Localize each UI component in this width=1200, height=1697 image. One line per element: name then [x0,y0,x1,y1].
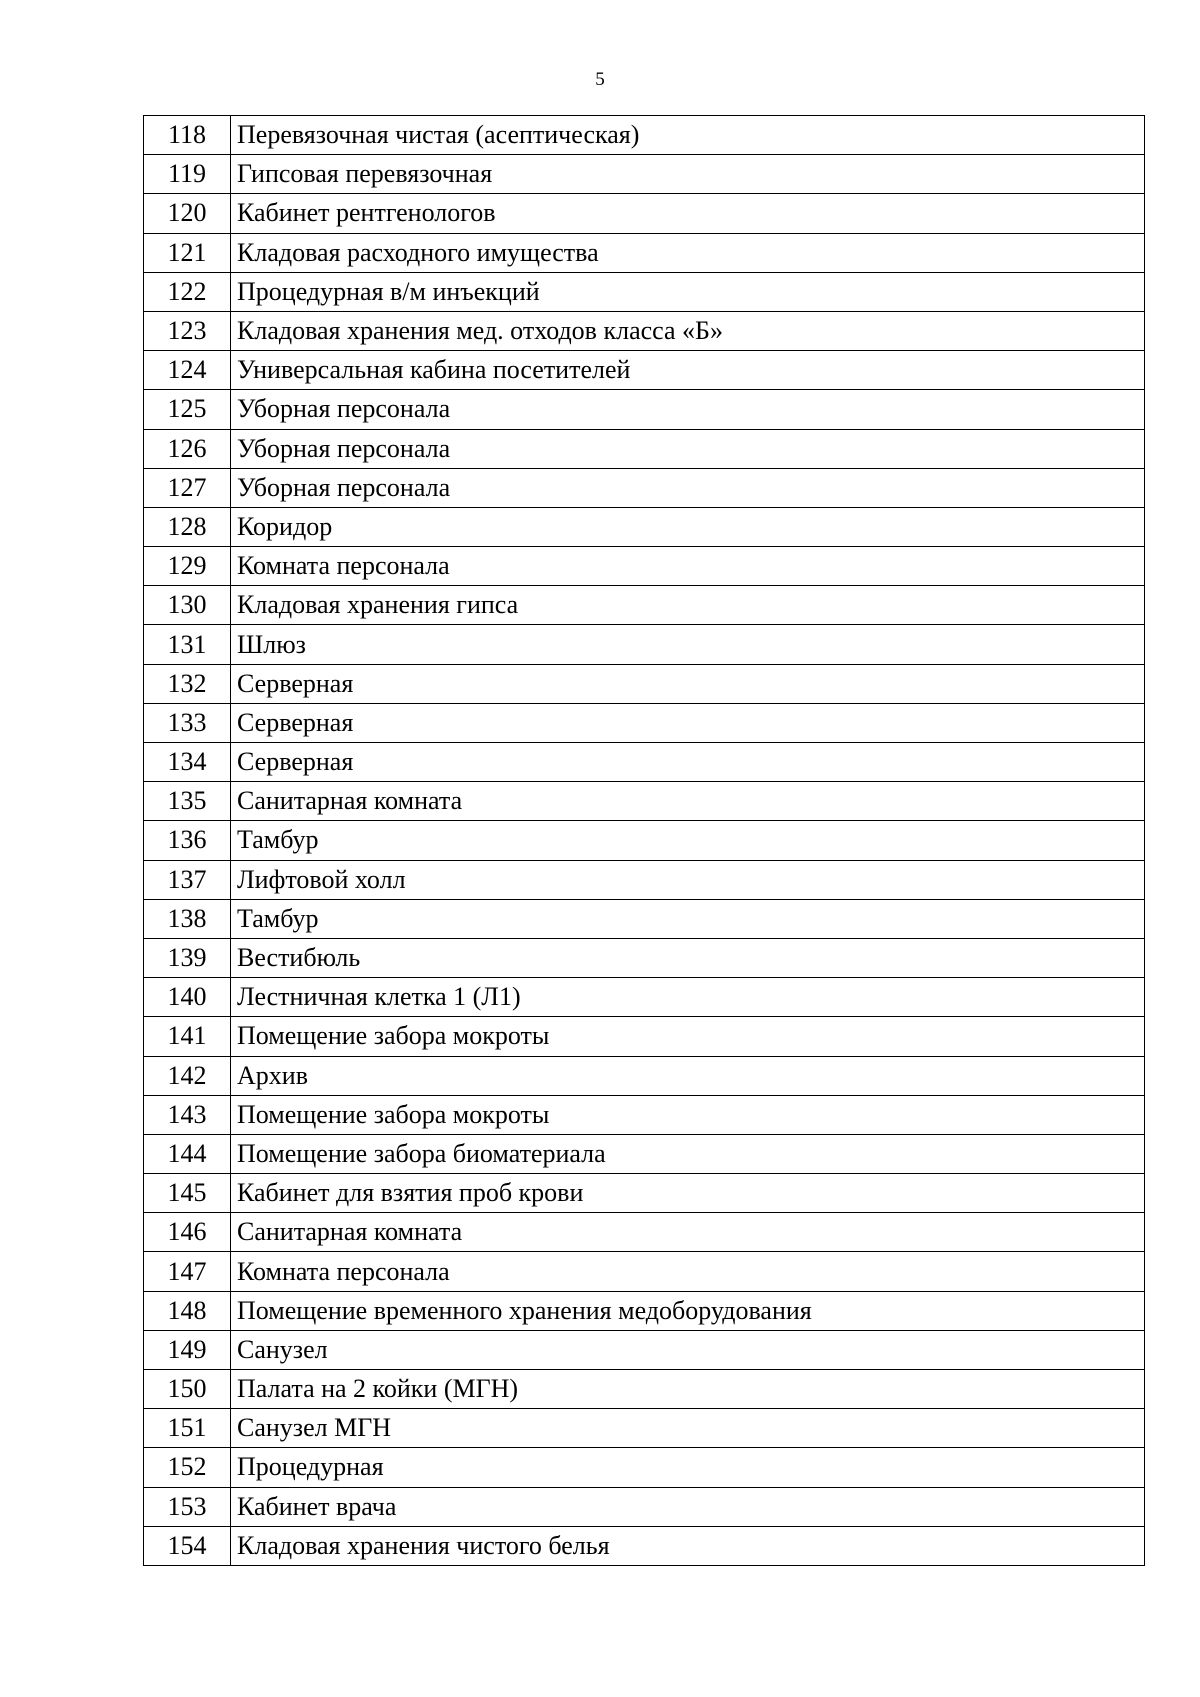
room-number: 119 [144,155,231,194]
room-name: Комната персонала [231,547,1145,586]
table-row [144,233,1145,272]
room-name: Уборная персонала [231,429,1145,468]
room-number: 145 [144,1174,231,1213]
table-row [144,1448,1145,1487]
table-row [144,547,1145,586]
room-name: Серверная [231,743,1145,782]
table-row [144,1017,1145,1056]
room-number: 143 [144,1095,231,1134]
table-row [144,1291,1145,1330]
room-number: 134 [144,743,231,782]
table-row [144,782,1145,821]
table-row [144,899,1145,938]
room-number: 132 [144,664,231,703]
room-number: 125 [144,390,231,429]
table-row [144,507,1145,546]
room-name: Кладовая расходного имущества [231,233,1145,272]
table-row [144,351,1145,390]
room-number: 136 [144,821,231,860]
table-row [144,116,1145,155]
room-number: 151 [144,1409,231,1448]
room-number: 141 [144,1017,231,1056]
room-name: Помещение забора мокроты [231,1017,1145,1056]
room-name: Перевязочная чистая (асептическая) [231,116,1145,155]
room-name: Кабинет для взятия проб крови [231,1174,1145,1213]
table-row [144,1134,1145,1173]
table-row [144,1409,1145,1448]
room-number: 147 [144,1252,231,1291]
table-row [144,1056,1145,1095]
room-number: 139 [144,938,231,977]
room-name: Тамбур [231,899,1145,938]
room-number: 121 [144,233,231,272]
table-row [144,860,1145,899]
room-name: Палата на 2 койки (МГН) [231,1370,1145,1409]
room-name: Лестничная клетка 1 (Л1) [231,978,1145,1017]
room-number: 122 [144,272,231,311]
room-name: Санузел МГН [231,1409,1145,1448]
rooms-table [143,115,1145,1566]
room-number: 123 [144,311,231,350]
room-name: Кабинет врача [231,1487,1145,1526]
room-number: 138 [144,899,231,938]
room-name: Лифтовой холл [231,860,1145,899]
room-number: 124 [144,351,231,390]
room-number: 150 [144,1370,231,1409]
table-row [144,625,1145,664]
room-number: 131 [144,625,231,664]
room-number: 129 [144,547,231,586]
room-name: Кладовая хранения мед. отходов класса «Б» [231,311,1145,350]
table-row [144,194,1145,233]
table-row [144,429,1145,468]
room-number: 130 [144,586,231,625]
table-row [144,978,1145,1017]
table-row [144,468,1145,507]
table-row [144,1213,1145,1252]
rooms-table-body [144,116,1145,1566]
table-row [144,1095,1145,1134]
room-number: 148 [144,1291,231,1330]
table-row [144,1174,1145,1213]
room-name: Уборная персонала [231,390,1145,429]
table-row [144,155,1145,194]
room-name: Вестибюль [231,938,1145,977]
table-row [144,272,1145,311]
table-row [144,1252,1145,1291]
table-row [144,390,1145,429]
table-row [144,938,1145,977]
room-name: Процедурная в/м инъекций [231,272,1145,311]
room-name: Кабинет рентгенологов [231,194,1145,233]
page-number: 5 [595,69,605,90]
room-name: Тамбур [231,821,1145,860]
room-number: 146 [144,1213,231,1252]
room-name: Шлюз [231,625,1145,664]
room-name: Гипсовая перевязочная [231,155,1145,194]
room-number: 149 [144,1330,231,1369]
table-row [144,1487,1145,1526]
room-number: 120 [144,194,231,233]
room-number: 154 [144,1526,231,1565]
table-row [144,1526,1145,1565]
room-name: Серверная [231,703,1145,742]
room-name: Архив [231,1056,1145,1095]
room-name: Серверная [231,664,1145,703]
room-number: 135 [144,782,231,821]
room-name: Процедурная [231,1448,1145,1487]
table-row [144,586,1145,625]
room-name: Помещение забора мокроты [231,1095,1145,1134]
table-row [144,1370,1145,1409]
room-number: 118 [144,116,231,155]
room-name: Санитарная комната [231,1213,1145,1252]
table-row [144,743,1145,782]
room-number: 127 [144,468,231,507]
room-number: 128 [144,507,231,546]
table-row [144,664,1145,703]
room-name: Кладовая хранения гипса [231,586,1145,625]
room-name: Кладовая хранения чистого белья [231,1526,1145,1565]
room-name: Комната персонала [231,1252,1145,1291]
room-number: 142 [144,1056,231,1095]
room-name: Коридор [231,507,1145,546]
room-number: 140 [144,978,231,1017]
room-number: 144 [144,1134,231,1173]
room-number: 152 [144,1448,231,1487]
table-row [144,311,1145,350]
room-number: 126 [144,429,231,468]
table-row [144,1330,1145,1369]
room-name: Санитарная комната [231,782,1145,821]
table-row [144,703,1145,742]
room-name: Универсальная кабина посетителей [231,351,1145,390]
room-number: 153 [144,1487,231,1526]
room-number: 133 [144,703,231,742]
room-name: Санузел [231,1330,1145,1369]
room-name: Помещение временного хранения медоборудования [231,1291,1145,1330]
room-name: Уборная персонала [231,468,1145,507]
table-row [144,821,1145,860]
room-number: 137 [144,860,231,899]
room-name: Помещение забора биоматериала [231,1134,1145,1173]
